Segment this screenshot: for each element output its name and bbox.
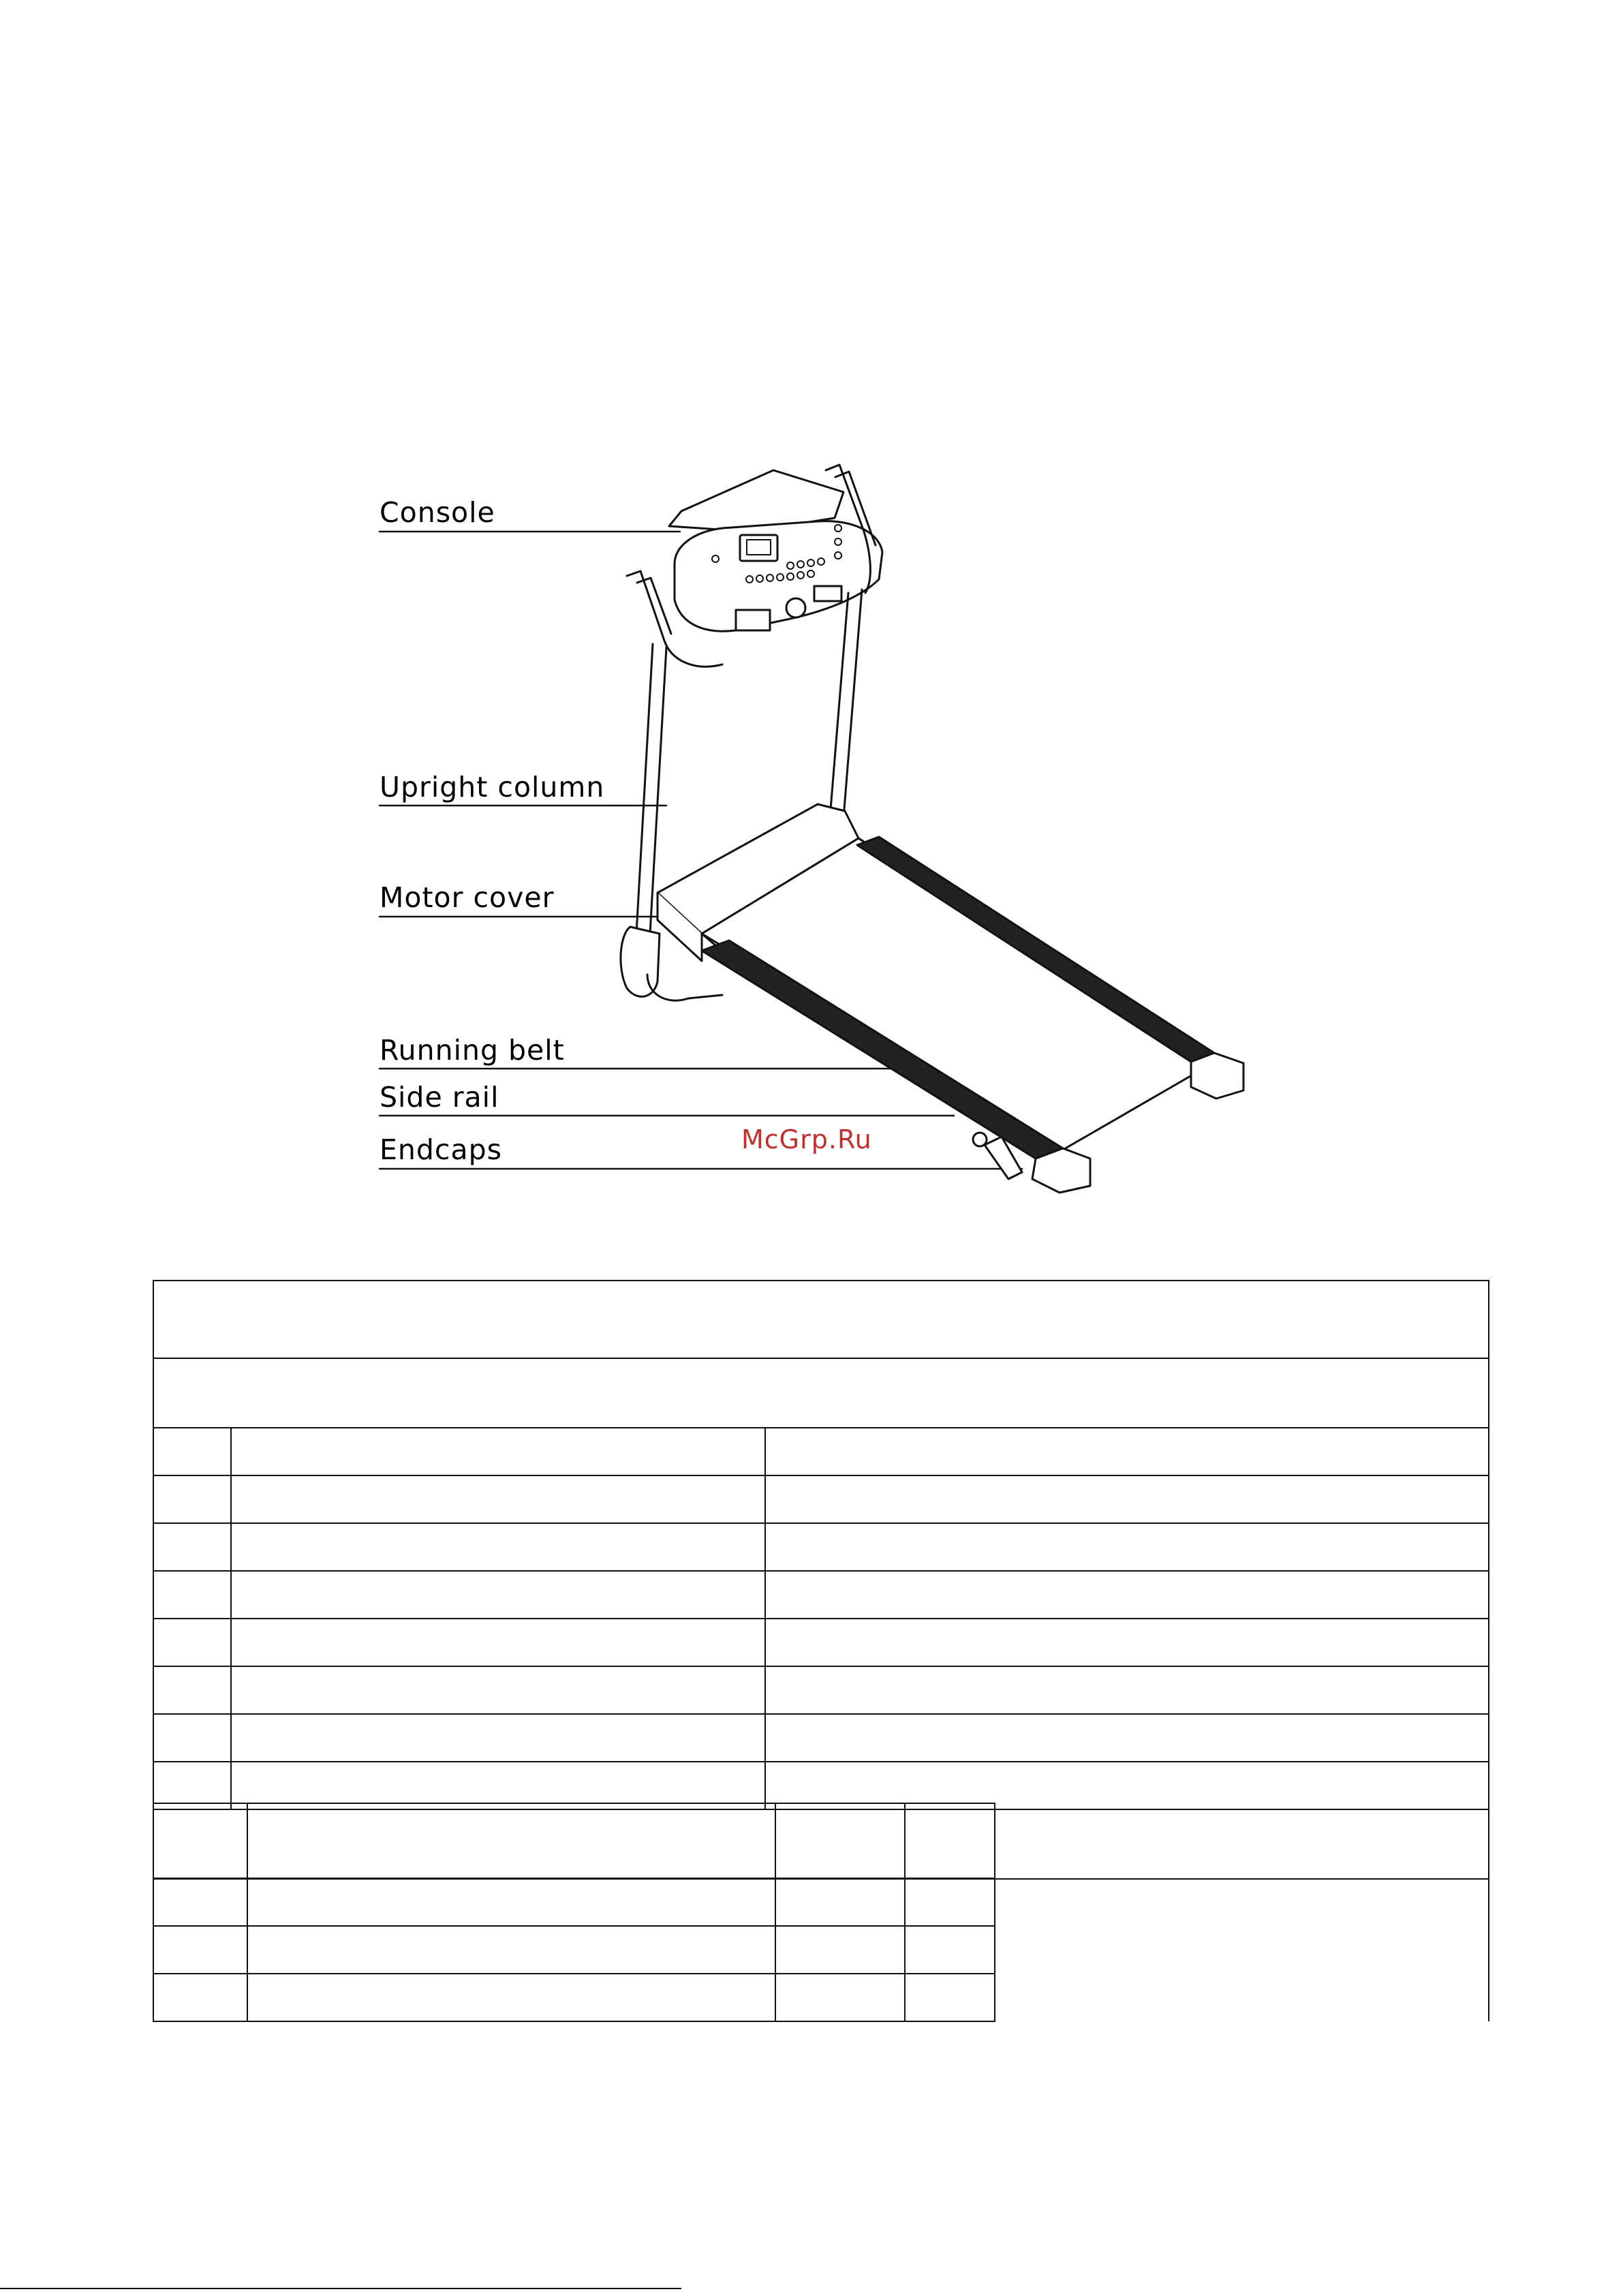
table-cell [765, 1714, 1489, 1762]
table-cell [775, 1926, 905, 1974]
table-cell [153, 1619, 231, 1666]
table-cell [153, 1803, 247, 1878]
table-row [153, 1714, 1489, 1762]
table-cell [995, 1803, 1489, 2021]
table-cell [231, 1475, 765, 1523]
table-cell [775, 1974, 905, 2021]
table-row [153, 1475, 1489, 1523]
table-cell [153, 1714, 231, 1762]
label-motor-cover: Motor cover [380, 881, 555, 914]
table-cell [231, 1523, 765, 1571]
table-cell [765, 1666, 1489, 1714]
table-cell [905, 1926, 995, 1974]
table-cell [905, 1878, 995, 1926]
table-row [153, 1619, 1489, 1666]
table-cell [231, 1619, 765, 1666]
table-row [153, 1428, 1489, 1475]
table-header-row [153, 1358, 1489, 1428]
label-console: Console [380, 496, 495, 529]
table-cell [765, 1523, 1489, 1571]
table-cell [153, 1523, 231, 1571]
table-title-row [153, 1281, 1489, 1358]
table-cell [247, 1974, 775, 2021]
table-row [153, 1571, 1489, 1619]
table-cell [153, 1281, 1489, 1358]
table-cell [153, 1666, 231, 1714]
table-cell [765, 1571, 1489, 1619]
label-running-belt: Running belt [380, 1034, 565, 1067]
label-endcaps: Endcaps [380, 1133, 502, 1166]
table-cell [153, 1358, 1489, 1428]
table-cell [153, 1428, 231, 1475]
table-cell [231, 1428, 765, 1475]
table-cell [905, 1974, 995, 2021]
table-cell [247, 1878, 775, 1926]
table-cell [775, 1878, 905, 1926]
table-cell [247, 1926, 775, 1974]
table-cell [231, 1666, 765, 1714]
table-row [153, 1523, 1489, 1571]
label-side-rail: Side rail [380, 1081, 499, 1114]
table-cell [153, 1571, 231, 1619]
table-header-row [153, 1803, 1489, 1878]
table-cell [765, 1619, 1489, 1666]
specification-table [153, 1280, 1489, 1880]
table-cell [231, 1714, 765, 1762]
table-cell [153, 1926, 247, 1974]
watermark: McGrp.Ru [741, 1124, 872, 1154]
table-cell [153, 1878, 247, 1926]
table-cell [775, 1803, 905, 1878]
deck-drawing [647, 804, 1243, 1193]
parts-table [153, 1803, 1489, 2022]
table-row [153, 1666, 1489, 1714]
table-cell [153, 1974, 247, 2021]
table-cell [247, 1803, 775, 1878]
footnote-divider [0, 2288, 681, 2289]
table-cell [765, 1428, 1489, 1475]
table-cell [231, 1571, 765, 1619]
label-upright-column: Upright column [380, 771, 605, 803]
table-cell [905, 1803, 995, 1878]
table-cell [765, 1475, 1489, 1523]
table-cell [153, 1475, 231, 1523]
